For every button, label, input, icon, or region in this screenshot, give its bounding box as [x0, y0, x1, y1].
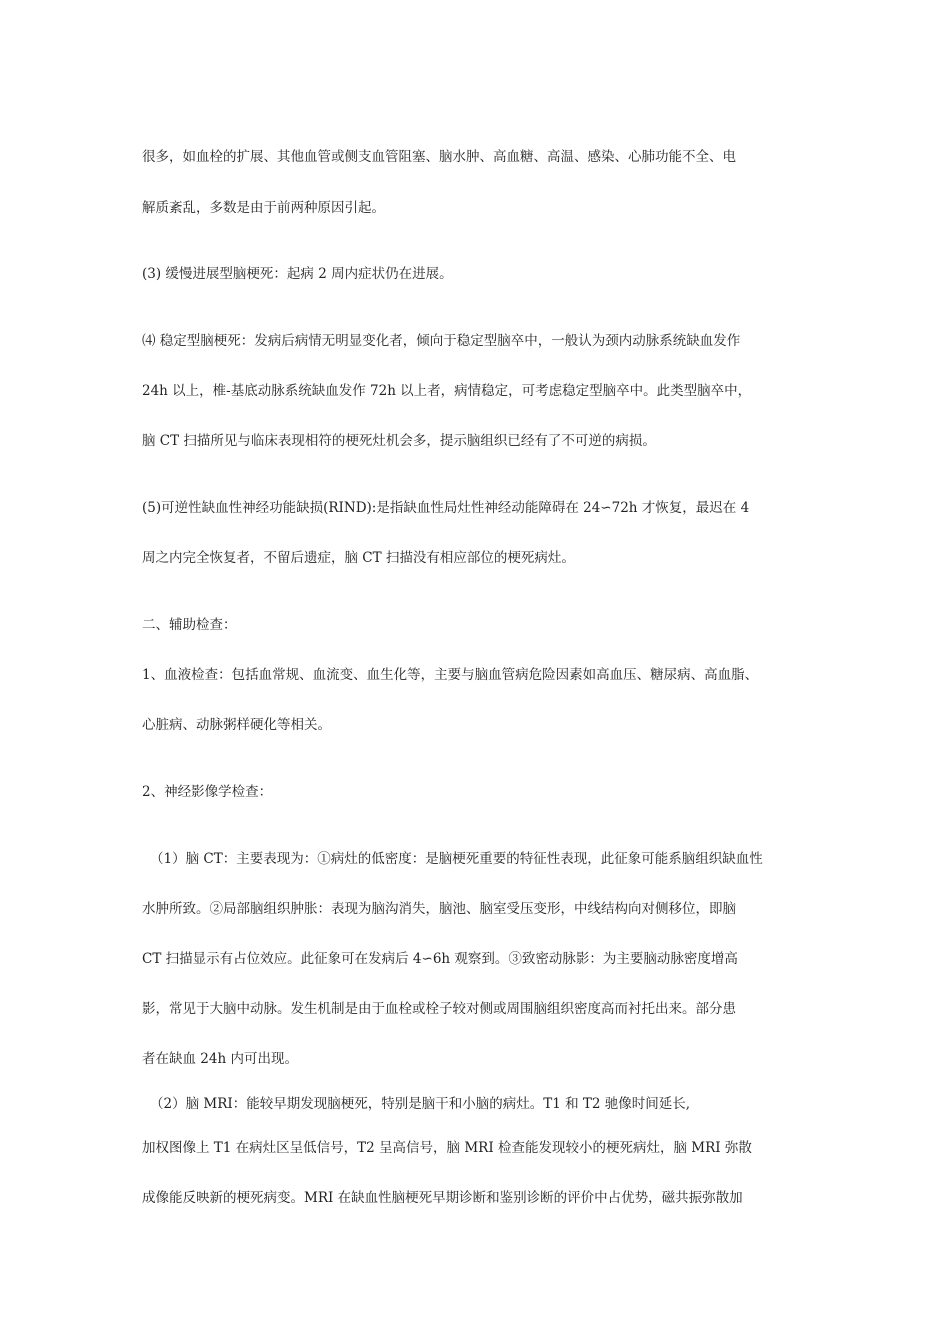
text-line: 1、血液检查：包括血常规、血流变、血生化等，主要与脑血管病危险因素如高血压、糖尿病、高血脂、: [142, 667, 759, 683]
text-line: （2）脑 MRI：能较早期发现脑梗死，特别是脑干和小脑的病灶。T1 和 T2 驰像时间延长,: [150, 1096, 691, 1112]
text-line: 影，常见于大脑中动脉。发生机制是由于血栓或栓子较对侧或周围脑组织密度高而衬托出来。部分患: [142, 1001, 736, 1017]
text-line: 加权图像上 T1 在病灶区呈低信号，T2 呈高信号，脑 MRI 检查能发现较小的梗死病灶，脑 MRI 弥散: [142, 1140, 752, 1156]
text-line: 水肿所致。②局部脑组织肿胀：表现为脑沟消失，脑池、脑室受压变形，中线结构向对侧移位，即脑: [142, 901, 736, 917]
text-line: 脑 CT 扫描所见与临床表现相符的梗死灶机会多，提示脑组织已经有了不可逆的病损。: [142, 433, 656, 449]
text-line: ⑷ 稳定型脑梗死：发病后病情无明显变化者，倾向于稳定型脑卒中，一般认为颈内动脉系统缺血发作: [142, 333, 741, 349]
text-line: 24h 以上，椎-基底动脉系统缺血发作 72h 以上者，病情稳定，可考虑稳定型脑卒中。此类型脑卒中，: [142, 383, 752, 399]
text-line: (5)可逆性缺血性神经功能缺损(RIND):是指缺血性局灶性神经动能障碍在 24∽72h 才恢复，最迟在 4: [142, 500, 750, 516]
text-line: 周之内完全恢复者，不留后遗症，脑 CT 扫描没有相应部位的梗死病灶。: [142, 550, 575, 566]
text-line: (3) 缓慢进展型脑梗死：起病 2 周内症状仍在进展。: [142, 266, 453, 282]
section-heading: 二、辅助检查：: [142, 617, 237, 633]
text-line: 很多，如血栓的扩展、其他血管或侧支血管阻塞、脑水肿、高血糖、高温、感染、心肺功能不全、电: [142, 149, 736, 165]
subsection-heading: 2、神经影像学检查：: [142, 784, 273, 800]
text-line: 解质紊乱，多数是由于前两种原因引起。: [142, 200, 385, 216]
text-line: （1）脑 CT：主要表现为：①病灶的低密度：是脑梗死重要的特征性表现，此征象可能系脑组织缺血性: [150, 851, 763, 867]
text-line: 者在缺血 24h 内可出现。: [142, 1051, 298, 1067]
text-line: 心脏病、动脉粥样硬化等相关。: [142, 717, 331, 733]
text-line: 成像能反映新的梗死病变。MRI 在缺血性脑梗死早期诊断和鉴别诊断的评价中占优势，磁共振弥散加: [142, 1190, 743, 1206]
text-line: CT 扫描显示有占位效应。此征象可在发病后 4∽6h 观察到。③致密动脉影：为主要脑动脉密度增高: [142, 951, 738, 967]
